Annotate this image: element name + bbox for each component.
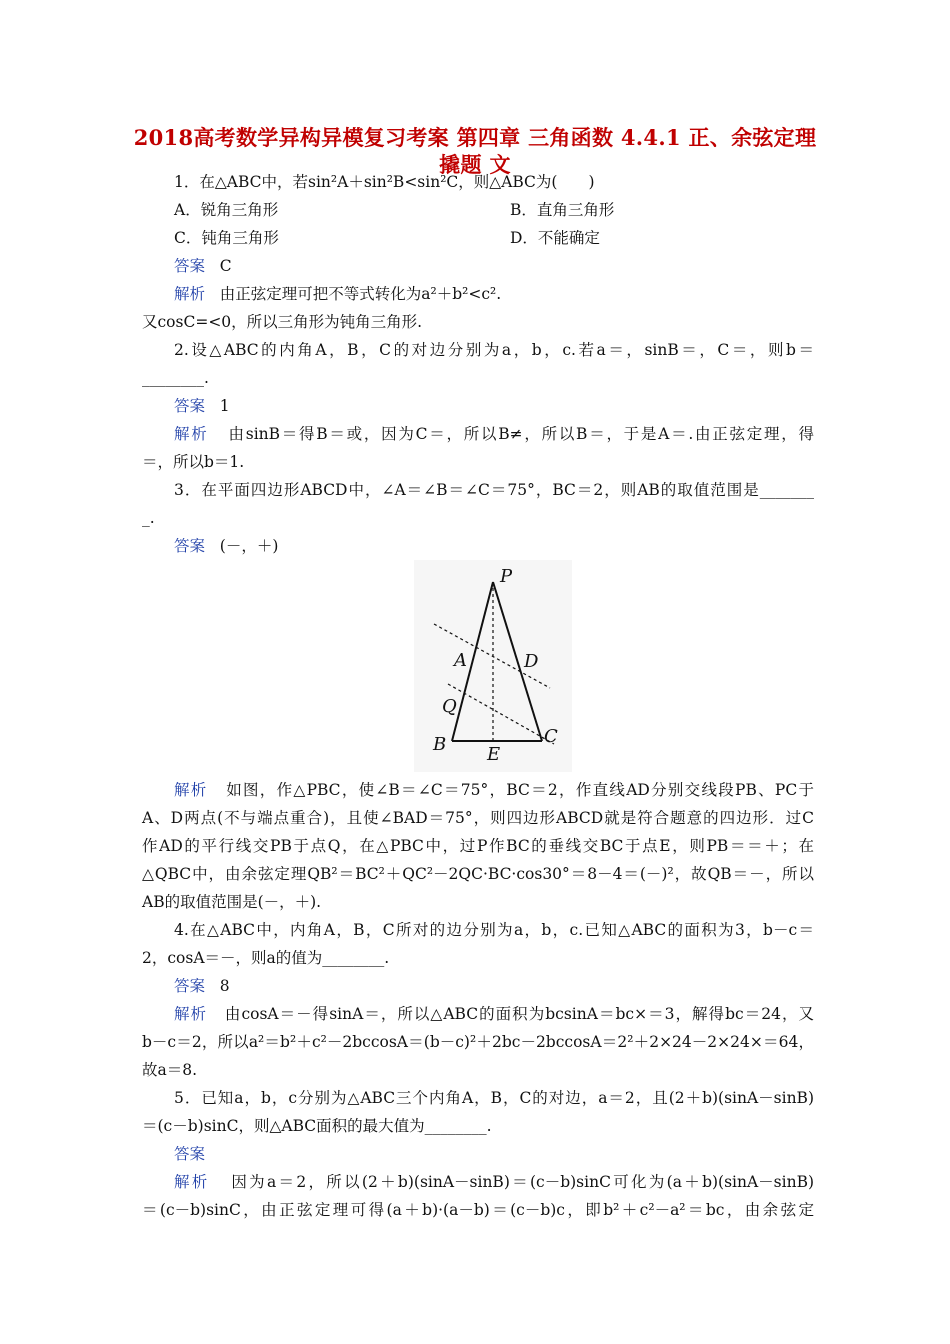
q2-stem-line-2: ________. [142, 369, 209, 387]
q1-analysis-line-2: 又cosC=<0，所以三角形为钝角三角形. [142, 313, 423, 331]
analysis-label: 解析 [174, 781, 208, 799]
answer-label: 答案 [174, 397, 206, 415]
q1-option-d: D．不能确定 [510, 229, 600, 247]
q3-analysis-text: 如图，作△PBC，使∠B＝∠C＝75°，BC＝2，作直线AD分别交线段PB、PC于 [226, 781, 814, 799]
q5-stem-line-1: 5．已知a，b，c分别为△ABC三个内角A，B，C的对边，a＝2，且(2＋b)(sinA－sinB) [174, 1089, 814, 1107]
analysis-label: 解析 [174, 1173, 210, 1191]
q2-analysis-line-2: ＝，所以b＝1. [142, 453, 245, 471]
answer-label: 答案 [174, 537, 206, 555]
q1-analysis-text: 由正弦定理可把不等式转化为a²＋b²<c². [219, 285, 502, 303]
q1-option-a: A．锐角三角形 [174, 201, 279, 219]
q1-stem: 1．在△ABC中，若sin²A＋sin²B<sin²C，则△ABC为( ) [174, 173, 595, 191]
q5-analysis-line-1 [174, 1172, 814, 1192]
q3-analysis-line-1 [174, 780, 814, 800]
q3-analysis-line-3: 作AD的平行线交PB于点Q，在△PBC中，过P作BC的垂线交BC于点E，则PB＝＝＋；在 [142, 837, 814, 855]
q2-analysis-text: 由sinB＝得B＝或，因为C＝，所以B≠，所以B＝，于是A＝.由正弦定理，得 [228, 425, 814, 443]
q2-analysis-line-1 [174, 424, 814, 444]
q5-stem-line-2: ＝(c－b)sinC，则△ABC面积的最大值为________. [142, 1117, 492, 1135]
label-p: P [500, 566, 513, 587]
q4-analysis-line-1 [174, 1004, 814, 1024]
q4-answer-value: 8 [219, 977, 230, 995]
q2-answer [174, 396, 814, 416]
q1-answer [174, 256, 814, 276]
q3-answer [174, 536, 814, 556]
label-b: B [433, 734, 447, 755]
q4-stem-line-2: 2，cosA＝－，则a的值为________. [142, 949, 390, 967]
document-title: 2018高考数学异构异模复习考案 第四章 三角函数 4.4.1 正、余弦定理撬题 文 [133, 125, 817, 177]
q1-option-b: B．直角三角形 [510, 201, 615, 219]
label-c: C [544, 726, 558, 747]
q1-option-c: C．钝角三角形 [174, 229, 279, 247]
label-d: D [524, 651, 539, 672]
answer-label: 答案 [174, 1145, 206, 1163]
label-e: E [487, 744, 501, 765]
geometry-figure [414, 560, 572, 772]
q1-answer-value: C [219, 257, 232, 275]
q2-answer-value: 1 [219, 397, 230, 415]
analysis-label: 解析 [174, 285, 206, 303]
q4-analysis-text: 由cosA＝－得sinA＝，所以△ABC的面积为bcsinA＝bc×＝3，解得bc＝24，又 [224, 1005, 814, 1023]
q3-analysis-line-4: △QBC中，由余弦定理QB²＝BC²＋QC²－2QC·BC·cos30°＝8－4＝(－)²，故QB＝－，所以 [142, 865, 814, 883]
answer-label: 答案 [174, 977, 206, 995]
q1-options-row-1 [174, 200, 814, 220]
q3-stem-line-2: _. [142, 509, 155, 527]
q1-analysis-line-1 [174, 284, 814, 304]
label-q: Q [442, 696, 457, 717]
q3-answer-value: (－，＋) [219, 537, 279, 555]
q3-analysis-line-5: AB的取值范围是(－，＋). [142, 893, 322, 911]
answer-label: 答案 [174, 257, 206, 275]
q5-answer [174, 1144, 814, 1164]
q4-analysis-line-2: b－c＝2，所以a²＝b²＋c²－2bccosA＝(b－c)²＋2bc－2bccosA＝2²＋2×24－2×24×＝64， [142, 1033, 814, 1051]
q2-stem-line-1: 2.设△ABC的内角A，B，C的对边分别为a，b，c.若a＝，sinB＝，C＝，则b＝ [174, 341, 814, 359]
analysis-label: 解析 [174, 425, 209, 443]
q5-analysis-line-2: ＝(c－b)sinC，由正弦定理可得(a＋b)·(a－b)＝(c－b)c，即b²＋c²－a²＝bc，由余弦定 [142, 1201, 814, 1219]
q5-analysis-text: 因为a＝2，所以(2＋b)(sinA－sinB)＝(c－b)sinC可化为(a＋b)(sinA－sinB) [231, 1173, 815, 1191]
q3-stem-line-1: 3．在平面四边形ABCD中，∠A＝∠B＝∠C＝75°，BC＝2，则AB的取值范围是_______ [174, 481, 814, 499]
label-a: A [454, 650, 467, 671]
q1-options-row-2 [174, 228, 814, 248]
q4-analysis-line-3: 故a＝8. [142, 1061, 198, 1079]
q4-stem-line-1: 4.在△ABC中，内角A，B，C所对的边分别为a，b，c.已知△ABC的面积为3，b－c＝ [174, 921, 814, 939]
q4-answer [174, 976, 814, 996]
q3-analysis-line-2: A、D两点(不与端点重合)，且使∠BAD＝75°，则四边形ABCD就是符合题意的四边形．过C [142, 809, 814, 827]
analysis-label: 解析 [174, 1005, 208, 1023]
